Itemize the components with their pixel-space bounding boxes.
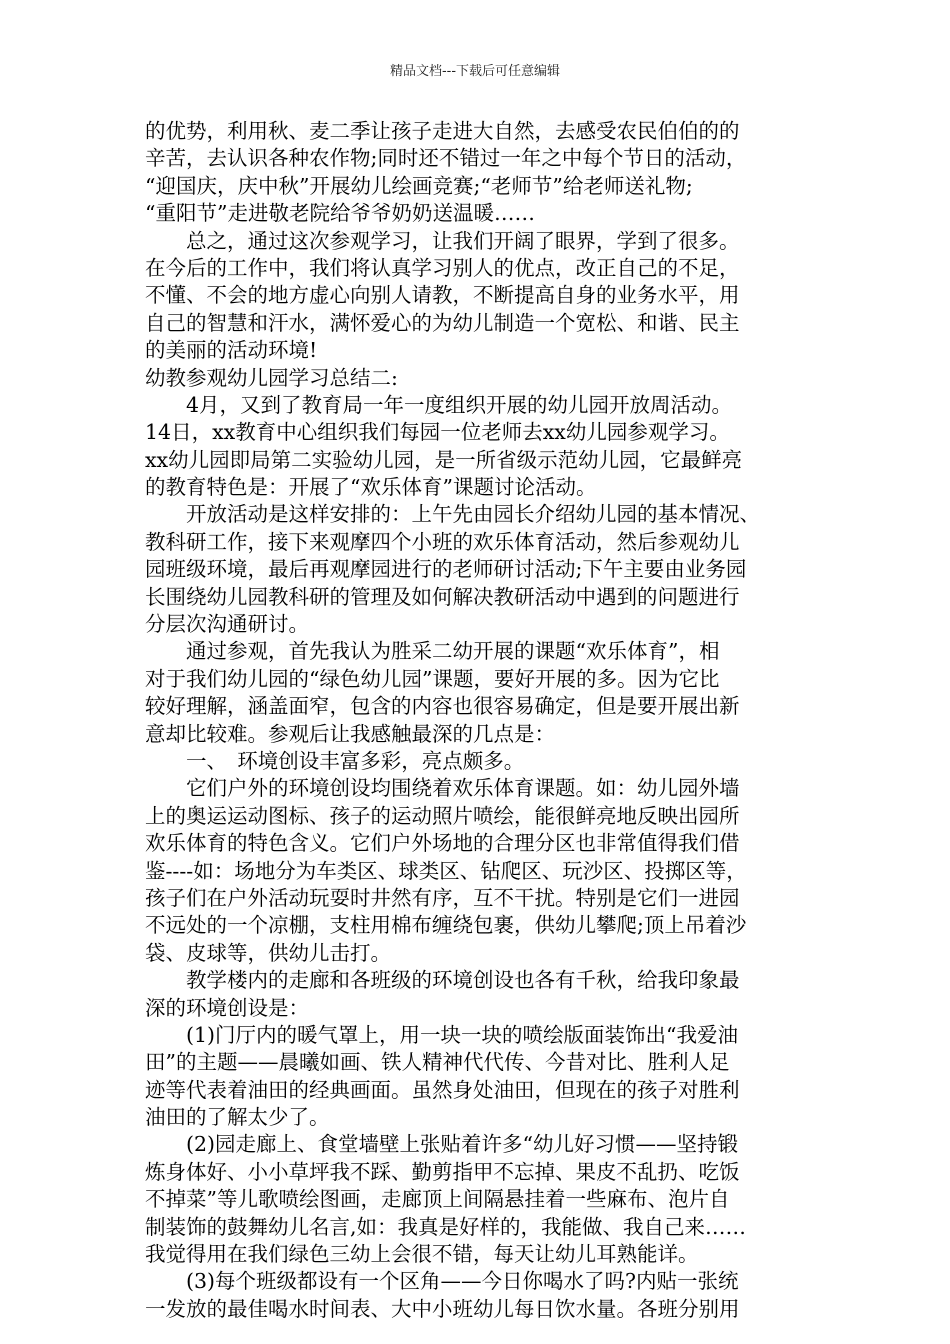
text-line: 意却比较难。参观后让我感触最深的几点是：: [145, 721, 555, 746]
text-line: 不懂、不会的地方虚心向别人请教，不断提高自身的业务水平，用: [145, 283, 740, 308]
text-line: 一、 环境创设丰富多彩，亮点颇多。: [145, 748, 525, 773]
text-line: 通过参观，首先我认为胜采二幼开展的课题“欢乐体育”，相: [145, 639, 720, 664]
text-line: 长围绕幼儿园教科研的管理及如何解决教研活动中遇到的问题进行: [145, 584, 740, 609]
text-line: 辛苦，去认识各种农作物;同时还不错过一年之中每个节日的活动，: [145, 146, 747, 171]
text-line: 上的奥运运动图标、孩子的运动照片喷绘，能很鲜亮地反映出园所: [145, 803, 740, 828]
text-line: 园班级环境，最后再观摩园进行的老师研讨活动;下午主要由业务园: [145, 557, 747, 582]
text-line: 油田的了解太少了。: [145, 1105, 330, 1130]
text-line: 教学楼内的走廊和各班级的环境创设也各有千秋，给我印象最: [145, 968, 740, 993]
text-line: 4月，又到了教育局一年一度组织开展的幼儿园开放周活动。: [145, 392, 733, 417]
text-line: (3)每个班级都设有一个区角——今日你喝水了吗?内贴一张统: [145, 1269, 739, 1294]
text-line: 的优势，利用秋、麦二季让孩子走进大自然，去感受农民伯伯的的: [145, 119, 740, 143]
text-line: 的教育特色是：开展了“欢乐体育”课题讨论活动。: [145, 475, 597, 500]
text-line: 深的环境创设是：: [145, 995, 309, 1020]
text-line: 我觉得用在我们绿色三幼上会很不错，每天让幼儿耳熟能详。: [145, 1242, 699, 1267]
document-body: [145, 118, 825, 1323]
text-line: 袋、皮球等，供幼儿击打。: [145, 940, 391, 965]
text-line: 炼身体好、小小草坪我不踩、勤剪指甲不忘掉、果皮不乱扔、吃饭: [145, 1159, 740, 1184]
text-line: 开放活动是这样安排的：上午先由园长介绍幼儿园的基本情况、: [145, 502, 760, 527]
text-line: 14日，xx教育中心组织我们每园一位老师去xx幼儿园参观学习。: [145, 420, 730, 445]
text-line: “迎国庆，庆中秋”开展幼儿绘画竞赛;“老师节”给老师送礼物;: [145, 173, 693, 198]
text-line: 分层次沟通研讨。: [145, 612, 309, 637]
text-line: 孩子们在户外活动玩耍时井然有序，互不干扰。特别是它们一进园: [145, 885, 740, 910]
text-line: 较好理解，涵盖面窄，包含的内容也很容易确定，但是要开展出新: [145, 694, 740, 719]
text-line: 在今后的工作中，我们将认真学习别人的优点，改正自己的不足，: [145, 255, 740, 280]
text-line: 田”的主题——晨曦如画、铁人精神代代传、今昔对比、胜利人足: [145, 1050, 730, 1075]
text-line: (1)门厅内的暖气罩上，用一块一块的喷绘版面装饰出“我爱油: [145, 1022, 739, 1047]
text-line: 它们户外的环境创设均围绕着欢乐体育课题。如：幼儿园外墙: [145, 776, 740, 801]
text-line: 总之，通过这次参观学习，让我们开阔了眼界，学到了很多。: [145, 228, 740, 253]
text-line: “重阳节”走进敬老院给爷爷奶奶送温暖……: [145, 201, 535, 226]
text-line: xx幼儿园即局第二实验幼儿园，是一所省级示范幼儿园，它最鲜亮: [145, 447, 743, 472]
text-line: 欢乐体育的特色含义。它们户外场地的合理分区也非常值得我们借: [145, 831, 740, 856]
text-line: 对于我们幼儿园的“绿色幼儿园”课题，要好开展的多。因为它比: [145, 666, 720, 691]
text-line: 迹等代表着油田的经典画面。虽然身处油田，但现在的孩子对胜利: [145, 1077, 740, 1102]
text-line: 幼教参观幼儿园学习总结二:: [145, 365, 398, 390]
text-line: 不掉菜”等儿歌喷绘图画，走廊顶上间隔悬挂着一些麻布、泡片自: [145, 1187, 730, 1212]
text-line: 制装饰的鼓舞幼儿名言,如：我真是好样的，我能做、我自己来……: [145, 1214, 747, 1239]
text-line: 鉴----如：场地分为车类区、球类区、钻爬区、玩沙区、投掷区等，: [145, 858, 747, 883]
text-line: 教科研工作，接下来观摩四个小班的欢乐体育活动，然后参观幼儿: [145, 529, 740, 554]
text-line: 的美丽的活动环境!: [145, 338, 318, 363]
text-line: 不远处的一个凉棚，支柱用棉布缠绕包裹，供幼儿攀爬;顶上吊着沙: [145, 913, 747, 938]
page-header: 精品文档---下载后可任意编辑: [389, 64, 561, 79]
text-line: 一发放的最佳喝水时间表、大中小班幼儿每日饮水量。各班分别用: [145, 1296, 740, 1321]
text-line: (2)园走廊上、食堂墙壁上张贴着许多“幼儿好习惯——坚持锻: [145, 1132, 739, 1157]
text-line: 自己的智慧和汗水，满怀爱心的为幼儿制造一个宽松、和谐、民主: [145, 310, 740, 335]
